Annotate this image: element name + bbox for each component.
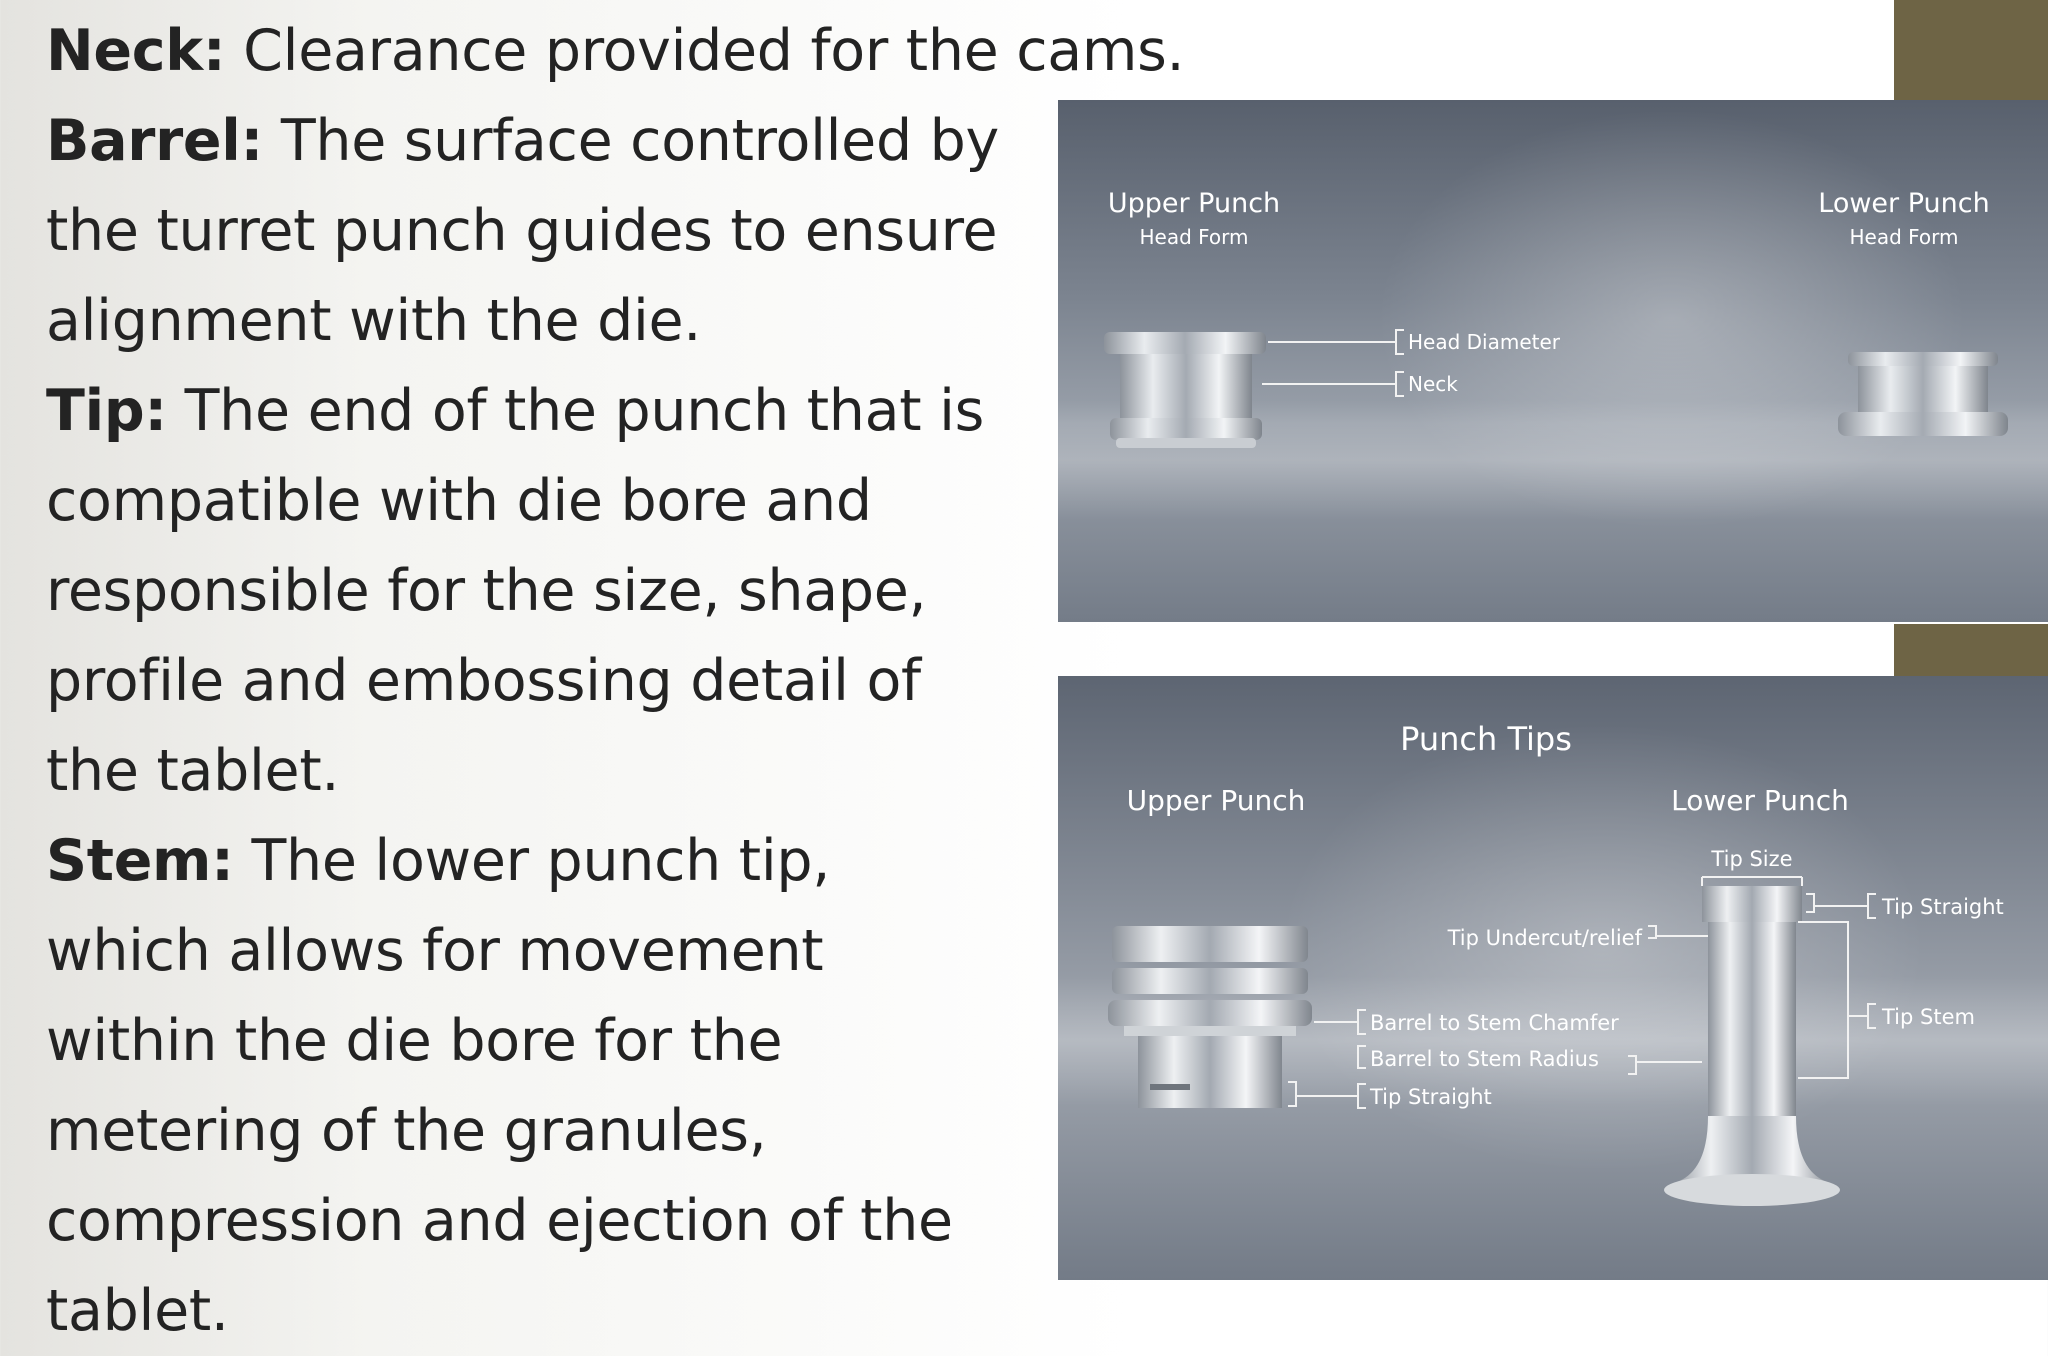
callout-tip-undercut: Tip Undercut/relief — [1447, 926, 1642, 950]
definition-term: Stem: — [46, 828, 234, 894]
lower-punch-title: Lower Punch — [1671, 784, 1849, 817]
callout-barrel-stem-chamfer: Barrel to Stem Chamfer — [1370, 1011, 1619, 1035]
lower-punch-head-image — [1838, 352, 2008, 436]
definition-body: The end of the punch that is compatible with die bore and responsible for the size, shape, profile and embossing detail of the tablet. — [46, 378, 985, 804]
callout-neck: Neck — [1408, 372, 1458, 396]
head-form-svg — [1058, 100, 2048, 622]
callout-barrel-stem-radius: Barrel to Stem Radius — [1370, 1047, 1599, 1071]
accent-bar-middle — [1894, 624, 2048, 676]
head-form-diagram — [1058, 100, 2048, 622]
accent-bar-top — [1894, 0, 2048, 100]
definition-body: The lower punch tip, which allows for movement within the die bore for the metering of the granules, compression and ejection of the tablet. — [46, 828, 953, 1344]
definition-term: Neck: — [46, 18, 226, 84]
definition-tip — [46, 366, 1006, 816]
callout-tip-size: Tip Size — [1711, 847, 1793, 871]
upper-punch-tip-image — [1108, 926, 1312, 1108]
definition-term: Barrel: — [46, 108, 264, 174]
upper-punch-title: Upper Punch — [1107, 188, 1281, 219]
definition-body: The surface controlled by the turret punch guides to ensure alignment with the die. — [46, 108, 999, 354]
upper-punch-title: Upper Punch — [1126, 784, 1306, 817]
definition-stem — [46, 816, 1006, 1356]
punch-tips-title: Punch Tips — [1400, 720, 1572, 758]
upper-punch-head-image — [1104, 332, 1266, 448]
definition-neck — [46, 6, 1185, 96]
callout-upper-tip-straight: Tip Straight — [1370, 1085, 1492, 1109]
callout-tip-stem: Tip Stem — [1882, 1005, 1975, 1029]
definitions-text — [46, 6, 1185, 1356]
head-callout-lines — [1262, 330, 1404, 396]
punch-tips-svg — [1058, 676, 2048, 1280]
punch-tips-diagram — [1058, 676, 2048, 1280]
callout-head-diameter: Head Diameter — [1408, 330, 1561, 354]
definition-barrel — [46, 96, 1006, 366]
definition-body: Clearance provided for the cams. — [225, 18, 1185, 84]
upper-punch-subtitle: Head Form — [1139, 225, 1249, 249]
callout-lower-tip-straight: Tip Straight — [1882, 895, 2004, 919]
definition-term: Tip: — [46, 378, 167, 444]
lower-punch-subtitle: Head Form — [1849, 225, 1959, 249]
lower-punch-title: Lower Punch — [1818, 188, 1990, 219]
